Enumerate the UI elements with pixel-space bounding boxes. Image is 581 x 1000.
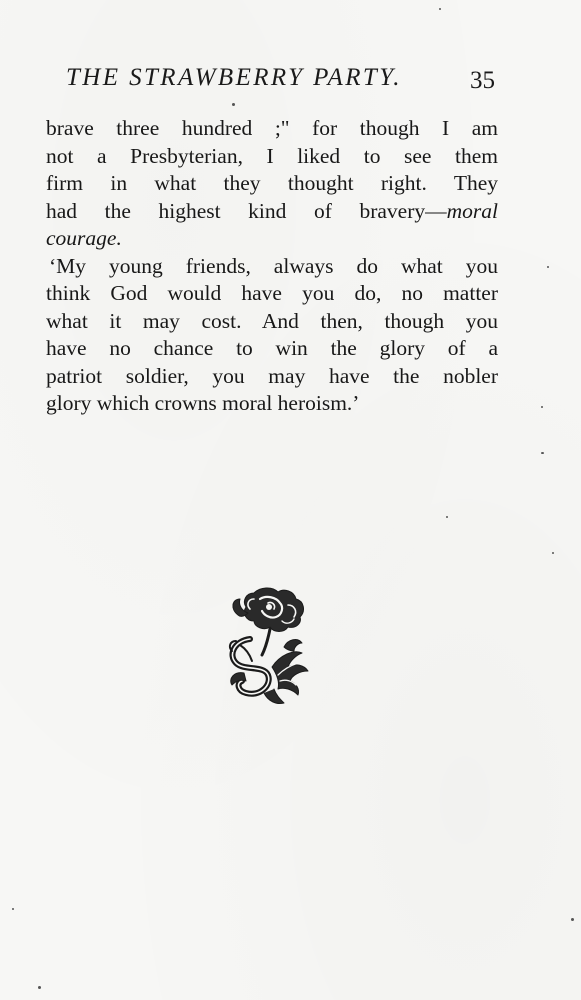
floral-s-ornament-icon <box>224 585 312 711</box>
text-line: patriot soldier, you may have the nobler <box>46 363 498 388</box>
body-text <box>46 115 498 418</box>
running-header <box>66 64 506 98</box>
paper-speck <box>552 552 554 554</box>
paper-speck <box>439 8 441 10</box>
running-title: THE STRAWBERRY PARTY. <box>66 64 402 91</box>
paper-speck <box>547 266 549 268</box>
paper-speck <box>38 986 41 989</box>
paper-speck <box>541 406 543 408</box>
text-line: not a Presbyterian, I liked to see them <box>46 143 498 168</box>
text-line: ‘My young friends, always do what you <box>49 253 498 278</box>
text-line: glory which crowns moral heroism.’ <box>46 391 360 415</box>
text-line: think God would have you do, no matter <box>46 281 498 305</box>
text-span: had the highest kind of bravery— <box>46 198 447 223</box>
text-line: what it may cost. And then, though you <box>46 308 498 333</box>
paper-speck <box>571 918 574 921</box>
text-line: courage. <box>46 226 122 250</box>
text-line: have no chance to win the glory of a <box>46 336 498 360</box>
page-number: 35 <box>470 67 495 94</box>
text-line: firm in what they thought right. They <box>46 171 498 195</box>
text-line <box>46 198 498 226</box>
italic-text: moral <box>446 198 498 223</box>
paper-speck <box>541 452 544 454</box>
paper-speck <box>12 908 14 910</box>
paper-speck <box>446 516 448 518</box>
paper-speck <box>232 103 235 106</box>
text-line: brave three hundred ;" for though I am <box>46 116 498 140</box>
